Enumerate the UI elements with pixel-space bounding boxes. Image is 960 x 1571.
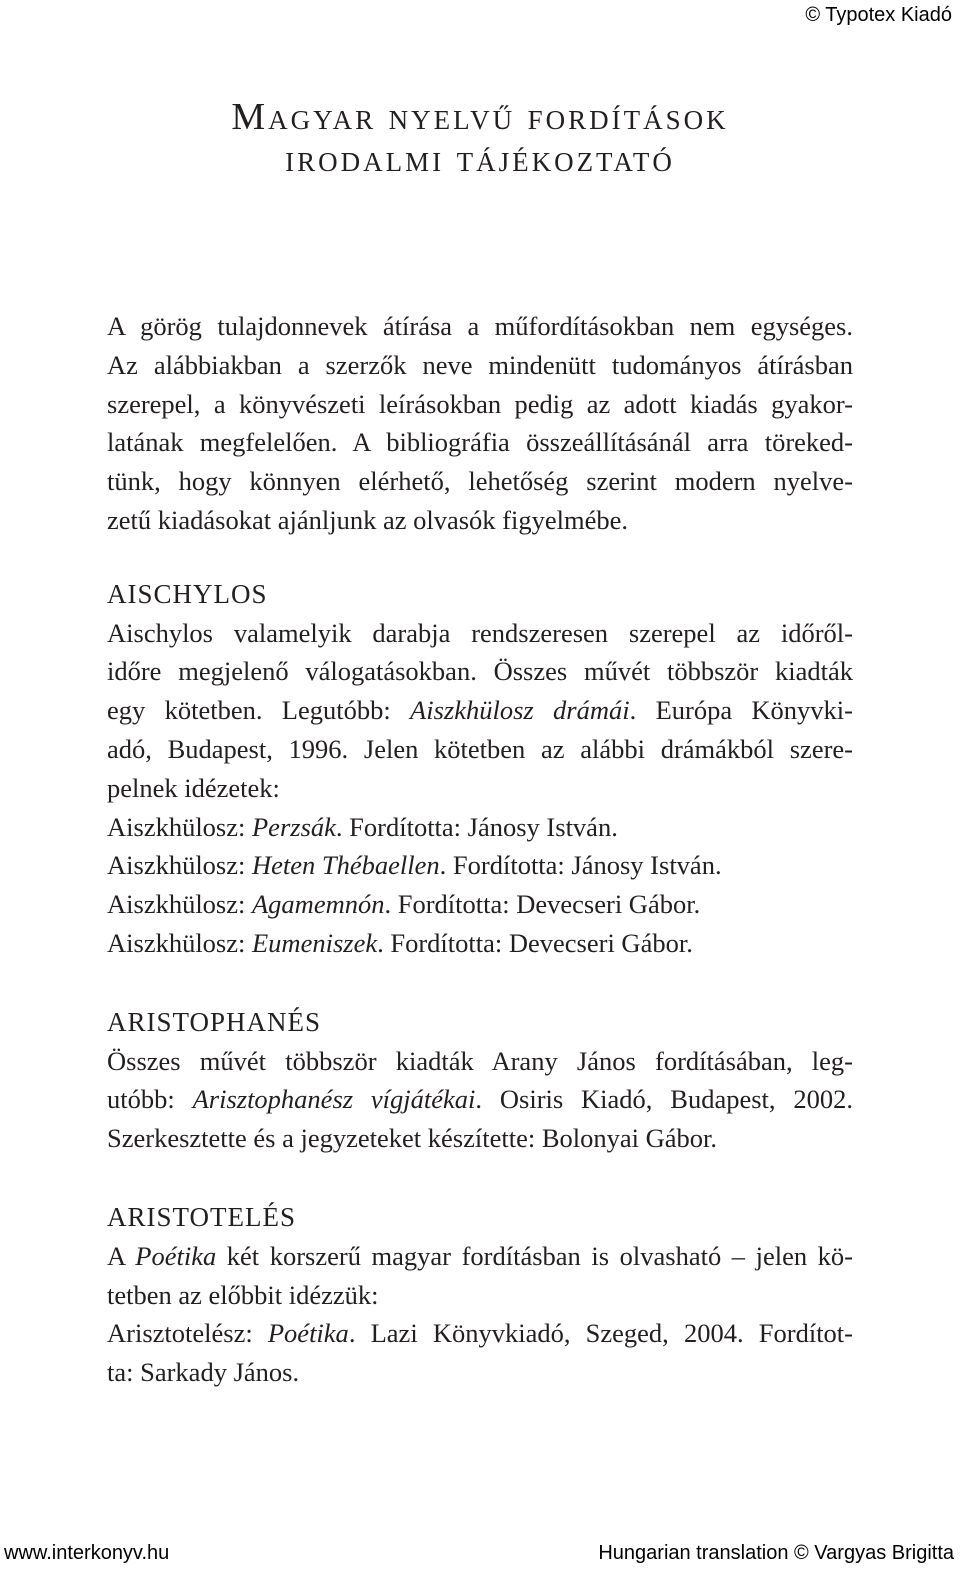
section-line: Összes művét többször kiadták Arany János fordításában, leg-	[107, 1045, 853, 1076]
page-title-line-1: Magyar nyelvű fordítások	[231, 96, 729, 138]
intro-line: szerepel, a könyvészeti leírásokban pedig az adott kiadás gyakor-	[107, 388, 853, 419]
intro-paragraph	[107, 307, 853, 540]
section-line: utóbb: Arisztophanész vígjátékai. Osiris Kiadó, Budapest, 2002.	[107, 1084, 853, 1115]
section-line: tetben az előbbit idézzük:	[107, 1279, 379, 1310]
intro-line: zetű kiadásokat ajánljunk az olvasók figyelmébe.	[107, 504, 628, 535]
section-line: A Poétika két korszerű magyar fordításban is olvasható – jelen kö-	[107, 1240, 853, 1271]
website-link[interactable]: www.interkonyv.hu	[4, 1542, 170, 1564]
section-line: pelnek idézetek:	[107, 772, 280, 803]
section-line: adó, Budapest, 1996. Jelen kötetben az alábbi drámákból szere-	[107, 733, 853, 764]
section-line: időre megjelenő válogatásokban. Összes művét többször kiadták	[107, 656, 853, 687]
translation-credit: Hungarian translation © Vargyas Brigitta	[598, 1542, 954, 1564]
work-entry: Aiszkhülosz: Perzsák. Fordította: Jánosy István.	[107, 811, 618, 842]
work-title: Agamemnón	[252, 889, 385, 920]
page-body	[107, 307, 853, 1392]
section-line: egy kötetben. Legutóbb: Aiszkhülosz drámái. Európa Könyvki-	[107, 695, 853, 726]
section-line: ta: Sarkady János.	[107, 1357, 300, 1388]
work-title: Heten Thébaellen	[252, 850, 440, 881]
book-title: Poétika	[267, 1318, 349, 1349]
intro-line: Az alábbiakban a szerzők neve mindenütt tudományos átírásban	[107, 349, 853, 380]
work-title: Perzsák	[252, 811, 336, 842]
copyright-notice: © Typotex Kiadó	[805, 4, 952, 26]
section-aristophanes	[107, 1003, 853, 1158]
intro-line: tünk, hogy könnyen elérhető, lehetőség szerint modern nyelve-	[107, 466, 853, 497]
section-line: Arisztotelész: Poétika. Lazi Könyvkiadó, Szeged, 2004. Fordítot-	[107, 1318, 853, 1349]
work-entry: Aiszkhülosz: Eumeniszek. Fordította: Devecseri Gábor.	[107, 927, 693, 958]
page-title	[0, 96, 960, 180]
section-aristoteles	[107, 1198, 853, 1392]
book-title: Poétika	[135, 1240, 217, 1271]
work-entry: Aiszkhülosz: Heten Thébaellen. Fordította: Jánosy István.	[107, 850, 722, 881]
work-entry: Aiszkhülosz: Agamemnón. Fordította: Devecseri Gábor.	[107, 889, 701, 920]
section-heading: ARISTOPHANÉS	[107, 1006, 322, 1037]
page-title-line-2: irodalmi tájékoztató	[285, 138, 675, 180]
section-aischylos	[107, 575, 853, 963]
section-heading: ARISTOTELÉS	[107, 1201, 297, 1232]
intro-line: latának megfelelően. A bibliográfia összeállításánál arra töreked-	[107, 427, 853, 458]
section-line: Aischylos valamelyik darabja rendszeresen szerepel az időről-	[107, 617, 853, 648]
book-title: Arisztophanész vígjátékai	[192, 1084, 476, 1115]
intro-line: A görög tulajdonnevek átírása a műfordításokban nem egységes.	[107, 311, 853, 341]
work-title: Eumeniszek	[252, 927, 378, 958]
book-title: Aiszkhülosz drámái	[410, 695, 630, 726]
section-heading: AISCHYLOS	[107, 578, 268, 609]
section-line: Szerkesztette és a jegyzeteket készítette: Bolonyai Gábor.	[107, 1123, 717, 1154]
